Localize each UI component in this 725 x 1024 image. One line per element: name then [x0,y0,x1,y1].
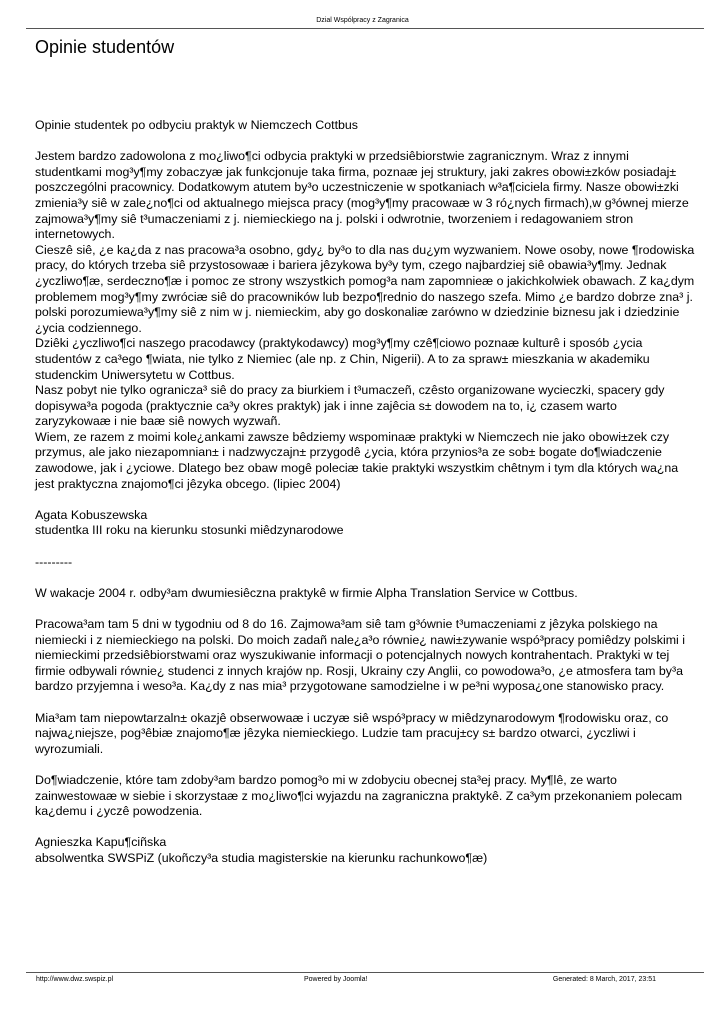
spacer [35,757,695,773]
opinion2-author-role: absolwentka SWSPiZ (ukoñczy³a studia magisterskie na kierunku rachunkowo¶æ) [35,850,488,865]
opinion1-paragraph: Wiem, ze razem z moimi kole¿ankami zawsze bêdziemy wspominaæ praktyki w Niemczech nie jako obowi±zek czy przymus, ale jako niezapomnian± i nadzwyczajn± przygodê ¿ycia, która przynios³a ze sob± bogate do¶wiadczenie zawodowe, jak i ¿yciowe. Dlatego bez obaw mogê poleciæ takie praktyki wszystkim chêtnym i tym dla których wa¿na jest praktyczna znajomo¶ci jêzyka obcego. (lipiec 2004) [35,429,679,491]
page-title: Opinie studentów [35,37,175,57]
opinion1-paragraph: Nasz pobyt nie tylko ogranicza³ siê do pracy za biurkiem i t³umaczeñ, czêsto organizowane wycieczki, spacery gdy dopisywa³a pogoda (praktycznie ca³y okres praktyk) jak i inne zajêcia s± dowodem na to, i¿ czasem warto zaryzykowaæ i nie baæ siê nowych wyzwañ. [35,383,665,429]
article-body [35,118,695,867]
spacer [35,570,695,586]
separator: --------- [35,554,73,569]
footer-powered-by: Powered by Joomla! [304,976,368,983]
spacer [35,820,695,836]
spacer [35,695,695,711]
opinion2-author: Agnieszka Kapu¶ciñska [35,835,167,850]
opinion1-paragraph: Cieszê siê, ¿e ka¿da z nas pracowa³a osobno, gdy¿ by³o to dla nas du¿ym wyzwaniem. Nowe osoby, nowe ¶rodowiska pracy, do których trzeba siê przystosowaæ i bariera jêzykowa by³y tym, czego najbardziej siê obawia³y¶my. Jednak ¿yczliwo¶æ, serdeczno¶æ i pomoc ze strony wszystkich pomog³a nam zapomnieæ o jakichkolwiek obawach. Z ka¿dym problemem mog³y¶my zwróciæ siê do pracowników lub bezpo¶rednio do naszego szefa. Mimo ¿e bardzo dobrze zna³ j. polski porozumiewa³y¶my siê z nim w j. niemieckim, aby go doskonaliæ zarówno w dziedzinie biznesu jak i dziedzinie ¿ycia codziennego. [35,242,695,335]
opinion2-paragraph: Pracowa³am tam 5 dni w tygodniu od 8 do 16. Zajmowa³am siê tam g³ównie t³umaczeniami z jêzyka polskiego na niemiecki i z niemieckiego na polski. Do moich zadañ nale¿a³o równie¿ nawi±zywanie wspó³pracy pomiêdzy polskimi i niemieckimi przedsiêbiorstwami oraz wyszukiwanie informacji o potencjalnych nowych kontrahentach. Praktyki w tej firmie odbywali równie¿ studenci z innych krajów np. Rosji, Ukrainy czy Anglii, co powodowa³o, ¿e atmosfera tam by³a bardzo przyjemna i weso³a. Ka¿dy z nas mia³ przygotowane samodzielne i w pe³ni wyposa¿one stanowisko pracy. [35,617,686,694]
footer-divider [26,972,704,973]
footer-url[interactable]: http://www.dwz.swspiz.pl [36,976,114,983]
spacer [35,492,695,508]
spacer [35,539,695,555]
opinion1-author-role: studentka III roku na kierunku stosunki miêdzynarodowe [35,523,344,538]
footer-generated-date: Generated: 8 March, 2017, 23:51 [552,976,656,983]
opinion1-author: Agata Kobuszewska [35,507,148,522]
article-intro: Opinie studentek po odbyciu praktyk w Niemczech Cottbus [35,118,359,132]
spacer [35,134,695,150]
site-title: Dzial Wspólpracy z Zagranica [316,17,409,24]
opinion1-paragraph: Dziêki ¿yczliwo¶ci naszego pracodawcy (praktykodawcy) mog³y¶my czê¶ciowo poznaæ kulturê i sposób ¿ycia studentów z ca³ego ¶wiata, nie tylko z Niemiec (ale np. z Chin, Nigerii). A to za spraw± mieszkania w akademiku studenckim Uniwersytetu w Cottbus. [35,336,650,382]
spacer [35,601,695,617]
header-divider [26,28,704,29]
opinion2-paragraph: Do¶wiadczenie, które tam zdoby³am bardzo pomog³o mi w zdobyciu obecnej sta³ej pracy. My¶lê, ze warto zainwestowaæ w siebie i skorzystaæ z mo¿liwo¶ci wyjazdu na zagraniczna praktykê. Z ca³ym przekonaniem polecam ka¿demu i ¿yczê powodzenia. [35,772,683,819]
opinion2-paragraph: Mia³am tam niepowtarzaln± okazjê obserwowaæ i uczyæ siê wspó³pracy w miêdzynarodowym ¶rodowisku oraz, co najwa¿niejsze, pog³êbiæ znajomo¶æ jêzyka niemieckiego. Ludzie tam pracuj±cy s± bardzo otwarci, ¿yczliwi i wyrozumiali. [35,710,669,756]
opinion2-paragraph: W wakacje 2004 r. odby³am dwumiesiêczna praktykê w firmie Alpha Translation Service w Cottbus. [35,585,578,600]
opinion1-paragraph: Jestem bardzo zadowolona z mo¿liwo¶ci odbycia praktyki w przedsiêbiorstwie zagranicznym. Wraz z innymi studentkami mog³y¶my zobaczyæ jak funkcjonuje taka firma, poznaæ jej struktury, jaki zakres obowi±zków posiadaj± poszczególni pracownicy. Dodatkowym atutem by³o uczestniczenie w spotkaniach w³a¶ciciela firmy. Nasze obowi±zki zmienia³y siê w zale¿no¶ci od aktualnego miejsca pracy (mog³y¶my pracowaæ w 3 ró¿nych firmach),w g³ównej mierze zajmowa³y¶my siê t³umaczeniami z j. niemieckiego na j. polski i odwrotnie, tworzeniem i redagowaniem stron internetowych. [35,149,689,242]
